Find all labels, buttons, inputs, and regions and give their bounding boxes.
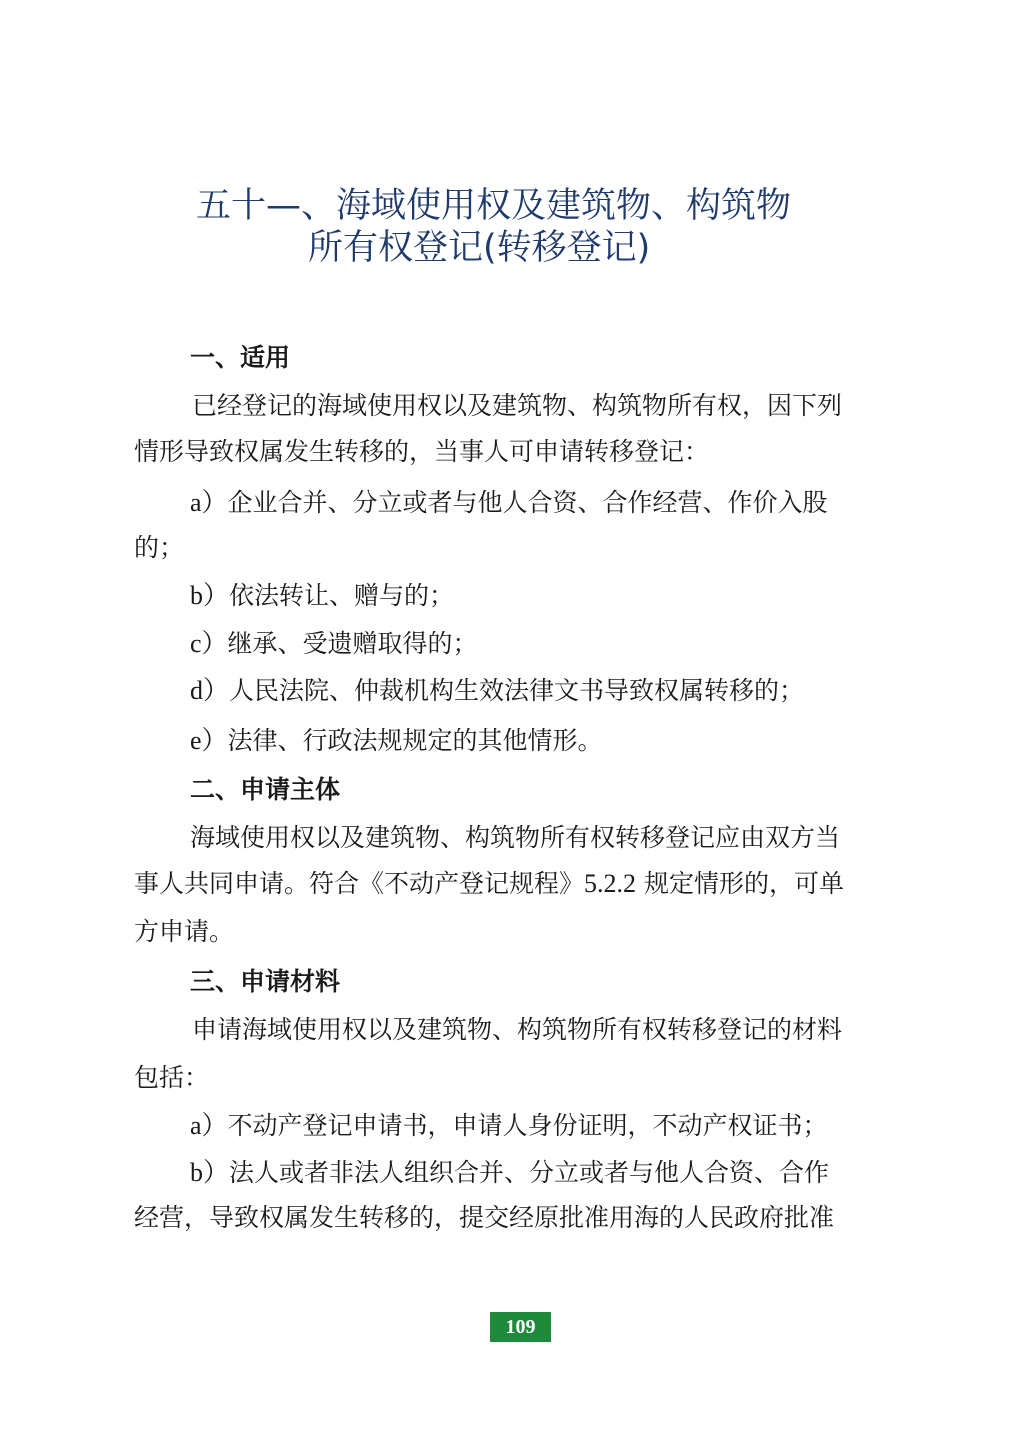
paragraph-line xyxy=(134,864,844,900)
list-item-a xyxy=(190,482,828,519)
section-heading-applicability: 一、适用 xyxy=(190,343,291,372)
list-item-c xyxy=(190,623,478,660)
list-marker: b） xyxy=(190,581,230,610)
page-title-line-2: 所有权登记(转移登记) xyxy=(308,228,651,268)
paragraph-line: 的； xyxy=(134,533,185,562)
list-item-b xyxy=(190,575,454,612)
paragraph-line: 包括： xyxy=(134,1063,210,1092)
list-marker: e） xyxy=(190,726,228,755)
paragraph-text: 规定情形的，可单 xyxy=(636,869,844,898)
paragraph-text: 事人共同申请。符合《不动产登记规程》 xyxy=(134,869,585,898)
paragraph-line: 方申请。 xyxy=(134,917,235,946)
page-number-badge: 109 xyxy=(490,1312,551,1342)
list-marker: c） xyxy=(190,629,228,658)
section-heading-materials: 三、申请材料 xyxy=(190,967,341,996)
list-item-text: 企业合并、分立或者与他人合资、合作经营、作价入股 xyxy=(227,488,828,517)
paragraph-line: 申请海域使用权以及建筑物、构筑物所有权转移登记的材料 xyxy=(192,1015,843,1044)
list-item-e xyxy=(190,720,603,757)
list-item-a xyxy=(190,1105,828,1142)
list-marker: a） xyxy=(190,1111,228,1140)
paragraph-line: 经营，导致权属发生转移的，提交经原批准用海的人民政府批准 xyxy=(134,1203,835,1232)
list-marker: a） xyxy=(190,488,228,517)
list-item-d xyxy=(190,670,804,707)
paragraph-line: 情形导致权属发生转移的，当事人可申请转移登记： xyxy=(134,437,710,466)
page-title-line-1: 五十—、海域使用权及建筑物、构筑物 xyxy=(196,186,792,226)
paragraph-line: 已经登记的海域使用权以及建筑物、构筑物所有权，因下列 xyxy=(192,391,843,420)
list-marker: b） xyxy=(190,1158,230,1187)
paragraph-line: 海域使用权以及建筑物、构筑物所有权转移登记应由双方当 xyxy=(190,823,841,852)
section-heading-applicant: 二、申请主体 xyxy=(190,775,341,804)
list-item-text: 人民法院、仲裁机构生效法律文书导致权属转移的； xyxy=(229,676,805,705)
list-marker: d） xyxy=(190,676,230,705)
list-item-text: 依法转让、赠与的； xyxy=(229,581,455,610)
clause-number: 5.2.2 xyxy=(584,869,637,898)
list-item-text: 法律、行政法规规定的其他情形。 xyxy=(227,726,603,755)
list-item-text: 法人或者非法人组织合并、分立或者与他人合资、合作 xyxy=(229,1158,830,1187)
list-item-text: 不动产登记申请书，申请人身份证明，不动产权证书； xyxy=(227,1111,828,1140)
list-item-text: 继承、受遗赠取得的； xyxy=(227,629,478,658)
list-item-b xyxy=(190,1152,829,1189)
